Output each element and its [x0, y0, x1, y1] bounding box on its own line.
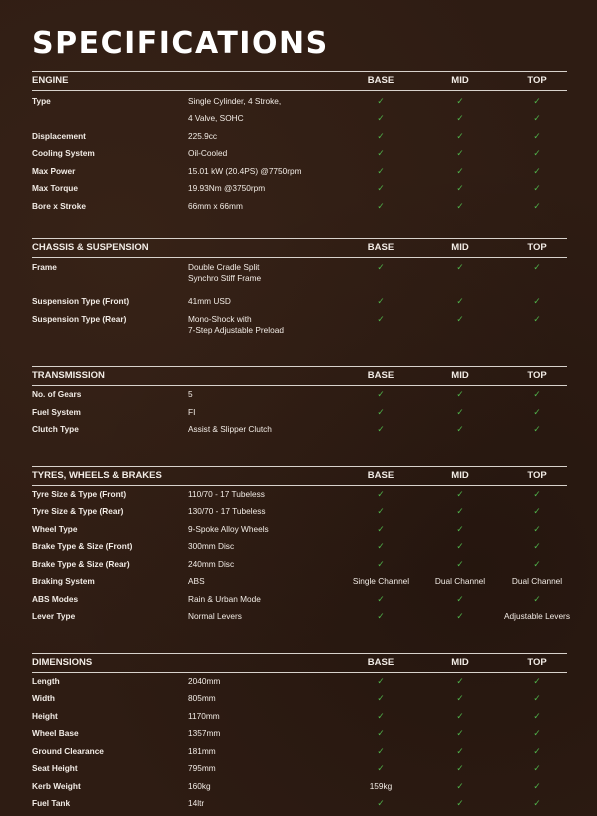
check-icon: ✓ — [377, 389, 385, 399]
check-icon: ✓ — [377, 96, 385, 106]
check-icon: ✓ — [456, 314, 464, 324]
section-title: ENGINE — [32, 75, 69, 86]
check-icon: ✓ — [533, 201, 541, 211]
check-icon: ✓ — [456, 746, 464, 756]
check-icon: ✓ — [456, 407, 464, 417]
spec-label: Wheel Type — [32, 524, 78, 534]
check-icon: ✓ — [533, 728, 541, 738]
column-header-top: TOP — [527, 242, 547, 253]
column-header-base: BASE — [367, 470, 395, 481]
spec-label: Kerb Weight — [32, 781, 81, 791]
spec-label: Fuel Tank — [32, 798, 71, 808]
spec-value: 5 — [188, 389, 193, 399]
spec-value: Oil-Cooled — [188, 148, 228, 158]
section-title: TRANSMISSION — [32, 370, 105, 381]
check-icon: ✓ — [456, 728, 464, 738]
spec-label: Brake Type & Size (Front) — [32, 541, 133, 551]
check-icon: ✓ — [377, 611, 385, 621]
check-icon: ✓ — [377, 728, 385, 738]
spec-label: Bore x Stroke — [32, 201, 86, 211]
check-icon: ✓ — [456, 489, 464, 499]
check-icon: ✓ — [533, 524, 541, 534]
check-icon: ✓ — [533, 131, 541, 141]
spec-value: 4 Valve, SOHC — [188, 113, 244, 123]
check-icon: ✓ — [456, 166, 464, 176]
check-icon: ✓ — [377, 424, 385, 434]
check-icon: ✓ — [377, 262, 385, 272]
spec-label: Ground Clearance — [32, 746, 104, 756]
spec-section — [32, 238, 567, 335]
spec-value: Assist & Slipper Clutch — [188, 424, 272, 434]
check-icon: ✓ — [456, 148, 464, 158]
check-icon: ✓ — [533, 407, 541, 417]
spec-label: Width — [32, 693, 55, 703]
check-icon: ✓ — [533, 296, 541, 306]
check-icon: ✓ — [533, 676, 541, 686]
spec-section — [32, 366, 567, 434]
check-icon: ✓ — [533, 424, 541, 434]
check-icon: ✓ — [456, 798, 464, 808]
column-header-top: TOP — [527, 657, 547, 668]
spec-value: Single Cylinder, 4 Stroke, — [188, 96, 282, 106]
spec-label: No. of Gears — [32, 389, 82, 399]
check-icon: ✓ — [533, 113, 541, 123]
spec-value: 240mm Disc — [188, 559, 235, 569]
spec-value: Rain & Urban Mode — [188, 594, 261, 604]
check-icon: ✓ — [377, 594, 385, 604]
spec-label: Suspension Type (Rear) — [32, 314, 127, 324]
spec-label: Max Power — [32, 166, 76, 176]
variant-value: Dual Channel — [434, 576, 486, 586]
spec-value: 160kg — [188, 781, 211, 791]
check-icon: ✓ — [456, 711, 464, 721]
section-title: TYRES, WHEELS & BRAKES — [32, 470, 162, 481]
spec-value: 1170mm — [188, 711, 220, 721]
section-header — [32, 366, 567, 386]
column-header-base: BASE — [367, 370, 395, 381]
variant-value: Adjustable Levers — [504, 611, 570, 621]
spec-label: Max Torque — [32, 183, 78, 193]
spec-label: Seat Height — [32, 763, 78, 773]
check-icon: ✓ — [533, 594, 541, 604]
check-icon: ✓ — [456, 183, 464, 193]
check-icon: ✓ — [456, 389, 464, 399]
spec-value: 225.9cc — [188, 131, 218, 141]
spec-label: Braking System — [32, 576, 95, 586]
spec-value: ABS — [188, 576, 205, 586]
check-icon: ✓ — [456, 424, 464, 434]
check-icon: ✓ — [533, 262, 541, 272]
spec-label: Brake Type & Size (Rear) — [32, 559, 130, 569]
check-icon: ✓ — [377, 201, 385, 211]
check-icon: ✓ — [377, 559, 385, 569]
spec-value: 19.93Nm @3750rpm — [188, 183, 266, 193]
spec-label: Displacement — [32, 131, 86, 141]
variant-value: 159kg — [369, 781, 393, 791]
check-icon: ✓ — [533, 389, 541, 399]
check-icon: ✓ — [377, 113, 385, 123]
spec-value: 66mm x 66mm — [188, 201, 243, 211]
check-icon: ✓ — [377, 148, 385, 158]
spec-label: Suspension Type (Front) — [32, 296, 130, 306]
check-icon: ✓ — [533, 693, 541, 703]
check-icon: ✓ — [377, 131, 385, 141]
variant-value: Dual Channel — [511, 576, 563, 586]
section-header — [32, 466, 567, 486]
check-icon: ✓ — [377, 524, 385, 534]
check-icon: ✓ — [377, 763, 385, 773]
column-header-top: TOP — [527, 370, 547, 381]
spec-value: FI — [188, 407, 196, 417]
check-icon: ✓ — [377, 166, 385, 176]
check-icon: ✓ — [377, 296, 385, 306]
column-header-top: TOP — [527, 470, 547, 481]
check-icon: ✓ — [456, 611, 464, 621]
check-icon: ✓ — [377, 541, 385, 551]
check-icon: ✓ — [377, 676, 385, 686]
check-icon: ✓ — [533, 96, 541, 106]
check-icon: ✓ — [533, 746, 541, 756]
spec-label: Tyre Size & Type (Rear) — [32, 506, 124, 516]
check-icon: ✓ — [377, 489, 385, 499]
check-icon: ✓ — [377, 711, 385, 721]
spec-value: 14ltr — [188, 798, 205, 808]
spec-label: Cooling System — [32, 148, 95, 158]
spec-value: Double Cradle Split Synchro Stiff Frame — [188, 262, 262, 283]
spec-section — [32, 653, 567, 808]
column-header-mid: MID — [451, 242, 469, 253]
spec-label: Tyre Size & Type (Front) — [32, 489, 127, 499]
section-title: CHASSIS & SUSPENSION — [32, 242, 149, 253]
column-header-top: TOP — [527, 75, 547, 86]
check-icon: ✓ — [456, 131, 464, 141]
column-header-mid: MID — [451, 370, 469, 381]
page-title: SPECIFICATIONS — [32, 26, 329, 61]
check-icon: ✓ — [456, 524, 464, 534]
spec-value: 15.01 kW (20.4PS) @7750rpm — [188, 166, 302, 176]
spec-value: 9-Spoke Alloy Wheels — [188, 524, 269, 534]
spec-label: Clutch Type — [32, 424, 79, 434]
check-icon: ✓ — [377, 746, 385, 756]
spec-value: 181mm — [188, 746, 216, 756]
check-icon: ✓ — [533, 763, 541, 773]
column-header-base: BASE — [367, 657, 395, 668]
column-header-base: BASE — [367, 75, 395, 86]
column-header-mid: MID — [451, 75, 469, 86]
spec-value: Mono-Shock with 7-Step Adjustable Preload — [188, 314, 284, 335]
spec-value: 130/70 - 17 Tubeless — [188, 506, 266, 516]
check-icon: ✓ — [456, 541, 464, 551]
spec-value: 110/70 - 17 Tubeless — [188, 489, 265, 499]
spec-label: Type — [32, 96, 51, 106]
section-header — [32, 653, 567, 673]
spec-value: Normal Levers — [188, 611, 242, 621]
check-icon: ✓ — [533, 541, 541, 551]
spec-value: 41mm USD — [188, 296, 231, 306]
check-icon: ✓ — [456, 262, 464, 272]
check-icon: ✓ — [533, 166, 541, 176]
spec-value: 300mm Disc — [188, 541, 235, 551]
section-title: DIMENSIONS — [32, 657, 93, 668]
spec-label: Wheel Base — [32, 728, 79, 738]
section-header — [32, 238, 567, 258]
spec-value: 2040mm — [188, 676, 221, 686]
check-icon: ✓ — [456, 559, 464, 569]
check-icon: ✓ — [377, 506, 385, 516]
check-icon: ✓ — [456, 781, 464, 791]
check-icon: ✓ — [533, 711, 541, 721]
spec-label: Fuel System — [32, 407, 81, 417]
check-icon: ✓ — [533, 314, 541, 324]
check-icon: ✓ — [456, 693, 464, 703]
check-icon: ✓ — [533, 148, 541, 158]
check-icon: ✓ — [456, 506, 464, 516]
check-icon: ✓ — [456, 594, 464, 604]
spec-section — [32, 71, 567, 211]
section-header — [32, 71, 567, 91]
check-icon: ✓ — [456, 296, 464, 306]
spec-value: 1357mm — [188, 728, 221, 738]
check-icon: ✓ — [377, 693, 385, 703]
check-icon: ✓ — [456, 763, 464, 773]
spec-label: Length — [32, 676, 60, 686]
spec-label: Height — [32, 711, 58, 721]
spec-value: 805mm — [188, 693, 216, 703]
check-icon: ✓ — [377, 183, 385, 193]
check-icon: ✓ — [456, 201, 464, 211]
spec-section — [32, 466, 570, 621]
check-icon: ✓ — [377, 314, 385, 324]
check-icon: ✓ — [533, 489, 541, 499]
variant-value: Single Channel — [352, 576, 410, 586]
spec-label: ABS Modes — [32, 594, 79, 604]
check-icon: ✓ — [456, 96, 464, 106]
check-icon: ✓ — [377, 407, 385, 417]
check-icon: ✓ — [533, 183, 541, 193]
spec-label: Lever Type — [32, 611, 76, 621]
check-icon: ✓ — [533, 798, 541, 808]
column-header-mid: MID — [451, 657, 469, 668]
column-header-base: BASE — [367, 242, 395, 253]
check-icon: ✓ — [456, 676, 464, 686]
column-header-mid: MID — [451, 470, 469, 481]
check-icon: ✓ — [533, 506, 541, 516]
spec-label: Frame — [32, 262, 57, 272]
check-icon: ✓ — [533, 781, 541, 791]
check-icon: ✓ — [456, 113, 464, 123]
spec-value: 795mm — [188, 763, 216, 773]
check-icon: ✓ — [533, 559, 541, 569]
check-icon: ✓ — [377, 798, 385, 808]
